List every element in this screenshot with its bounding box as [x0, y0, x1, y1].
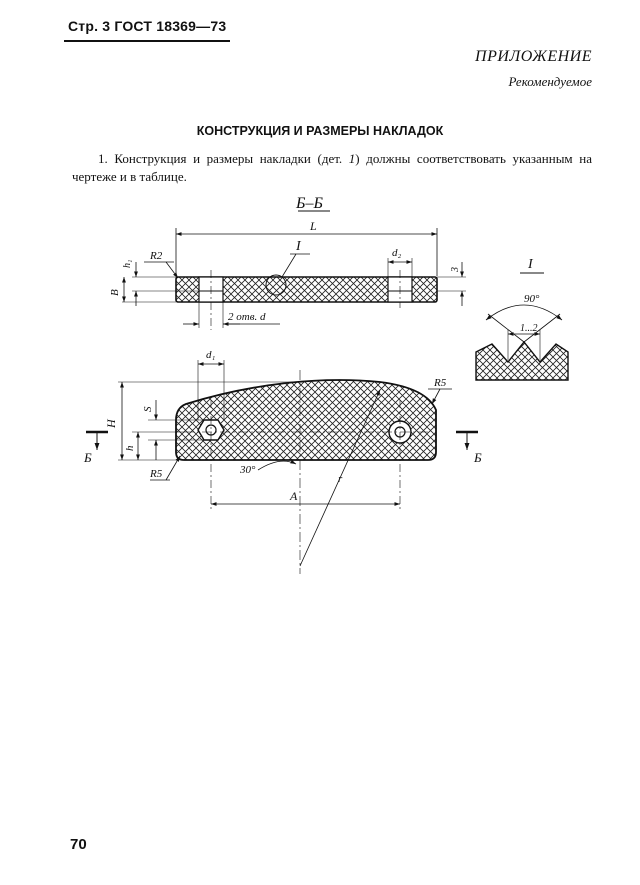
section-view [109, 195, 466, 330]
appendix-title: ПРИЛОЖЕНИЕ [475, 48, 592, 65]
pitch-label: 1...2 [520, 323, 538, 334]
angle-arc [486, 305, 562, 320]
b-label: B [109, 289, 121, 296]
r5-bottom-label: R5 [150, 468, 163, 480]
h-label: h [124, 445, 136, 451]
para-prefix: 1. Конструкция и размеры накладки (дет. [98, 151, 349, 166]
r2-label: R2 [150, 250, 163, 262]
appendix-subtitle: Рекомендуемое [508, 74, 592, 89]
d1-label: d₁ [206, 349, 216, 361]
detail-callout-label: I [296, 239, 301, 254]
para-detail: 1 [348, 151, 356, 166]
h1-label: h₁ [122, 259, 133, 268]
three-label: 3 [450, 267, 461, 272]
page-header: Стр. 3 ГОСТ 18369—73 [68, 18, 227, 34]
length-label: L [310, 219, 317, 233]
detail-view [476, 257, 568, 380]
holes-label: 2 отв. d [228, 311, 266, 323]
height-label: H [104, 419, 118, 428]
page-number: 70 [70, 836, 87, 853]
a-label: A [290, 489, 298, 503]
serration-profile [476, 342, 568, 380]
angle-label: 90° [524, 293, 540, 305]
angle-ext-left [488, 314, 524, 342]
detail-title: I [528, 257, 533, 272]
section-title: КОНСТРУКЦИЯ И РАЗМЕРЫ НАКЛАДОК [196, 124, 444, 138]
s-label: S [142, 406, 154, 412]
para-suffix: ) должны соответствовать указанным на чертеже и в таблице. [72, 151, 592, 184]
plan-view [83, 349, 482, 574]
section-mark-right-label: Б [474, 450, 482, 465]
d2-label: d₂ [392, 247, 402, 259]
r5-bottom-leader [166, 456, 180, 480]
section-label: Б–Б [296, 195, 323, 212]
angle30-arc [258, 461, 296, 470]
r5-top-leader [432, 389, 440, 404]
section-mark-left-label: Б [84, 450, 92, 465]
r5-top-label: R5 [434, 377, 447, 389]
detail-leader [282, 254, 296, 277]
angle30-label: 30° [240, 464, 256, 476]
r-label: r [338, 473, 343, 485]
